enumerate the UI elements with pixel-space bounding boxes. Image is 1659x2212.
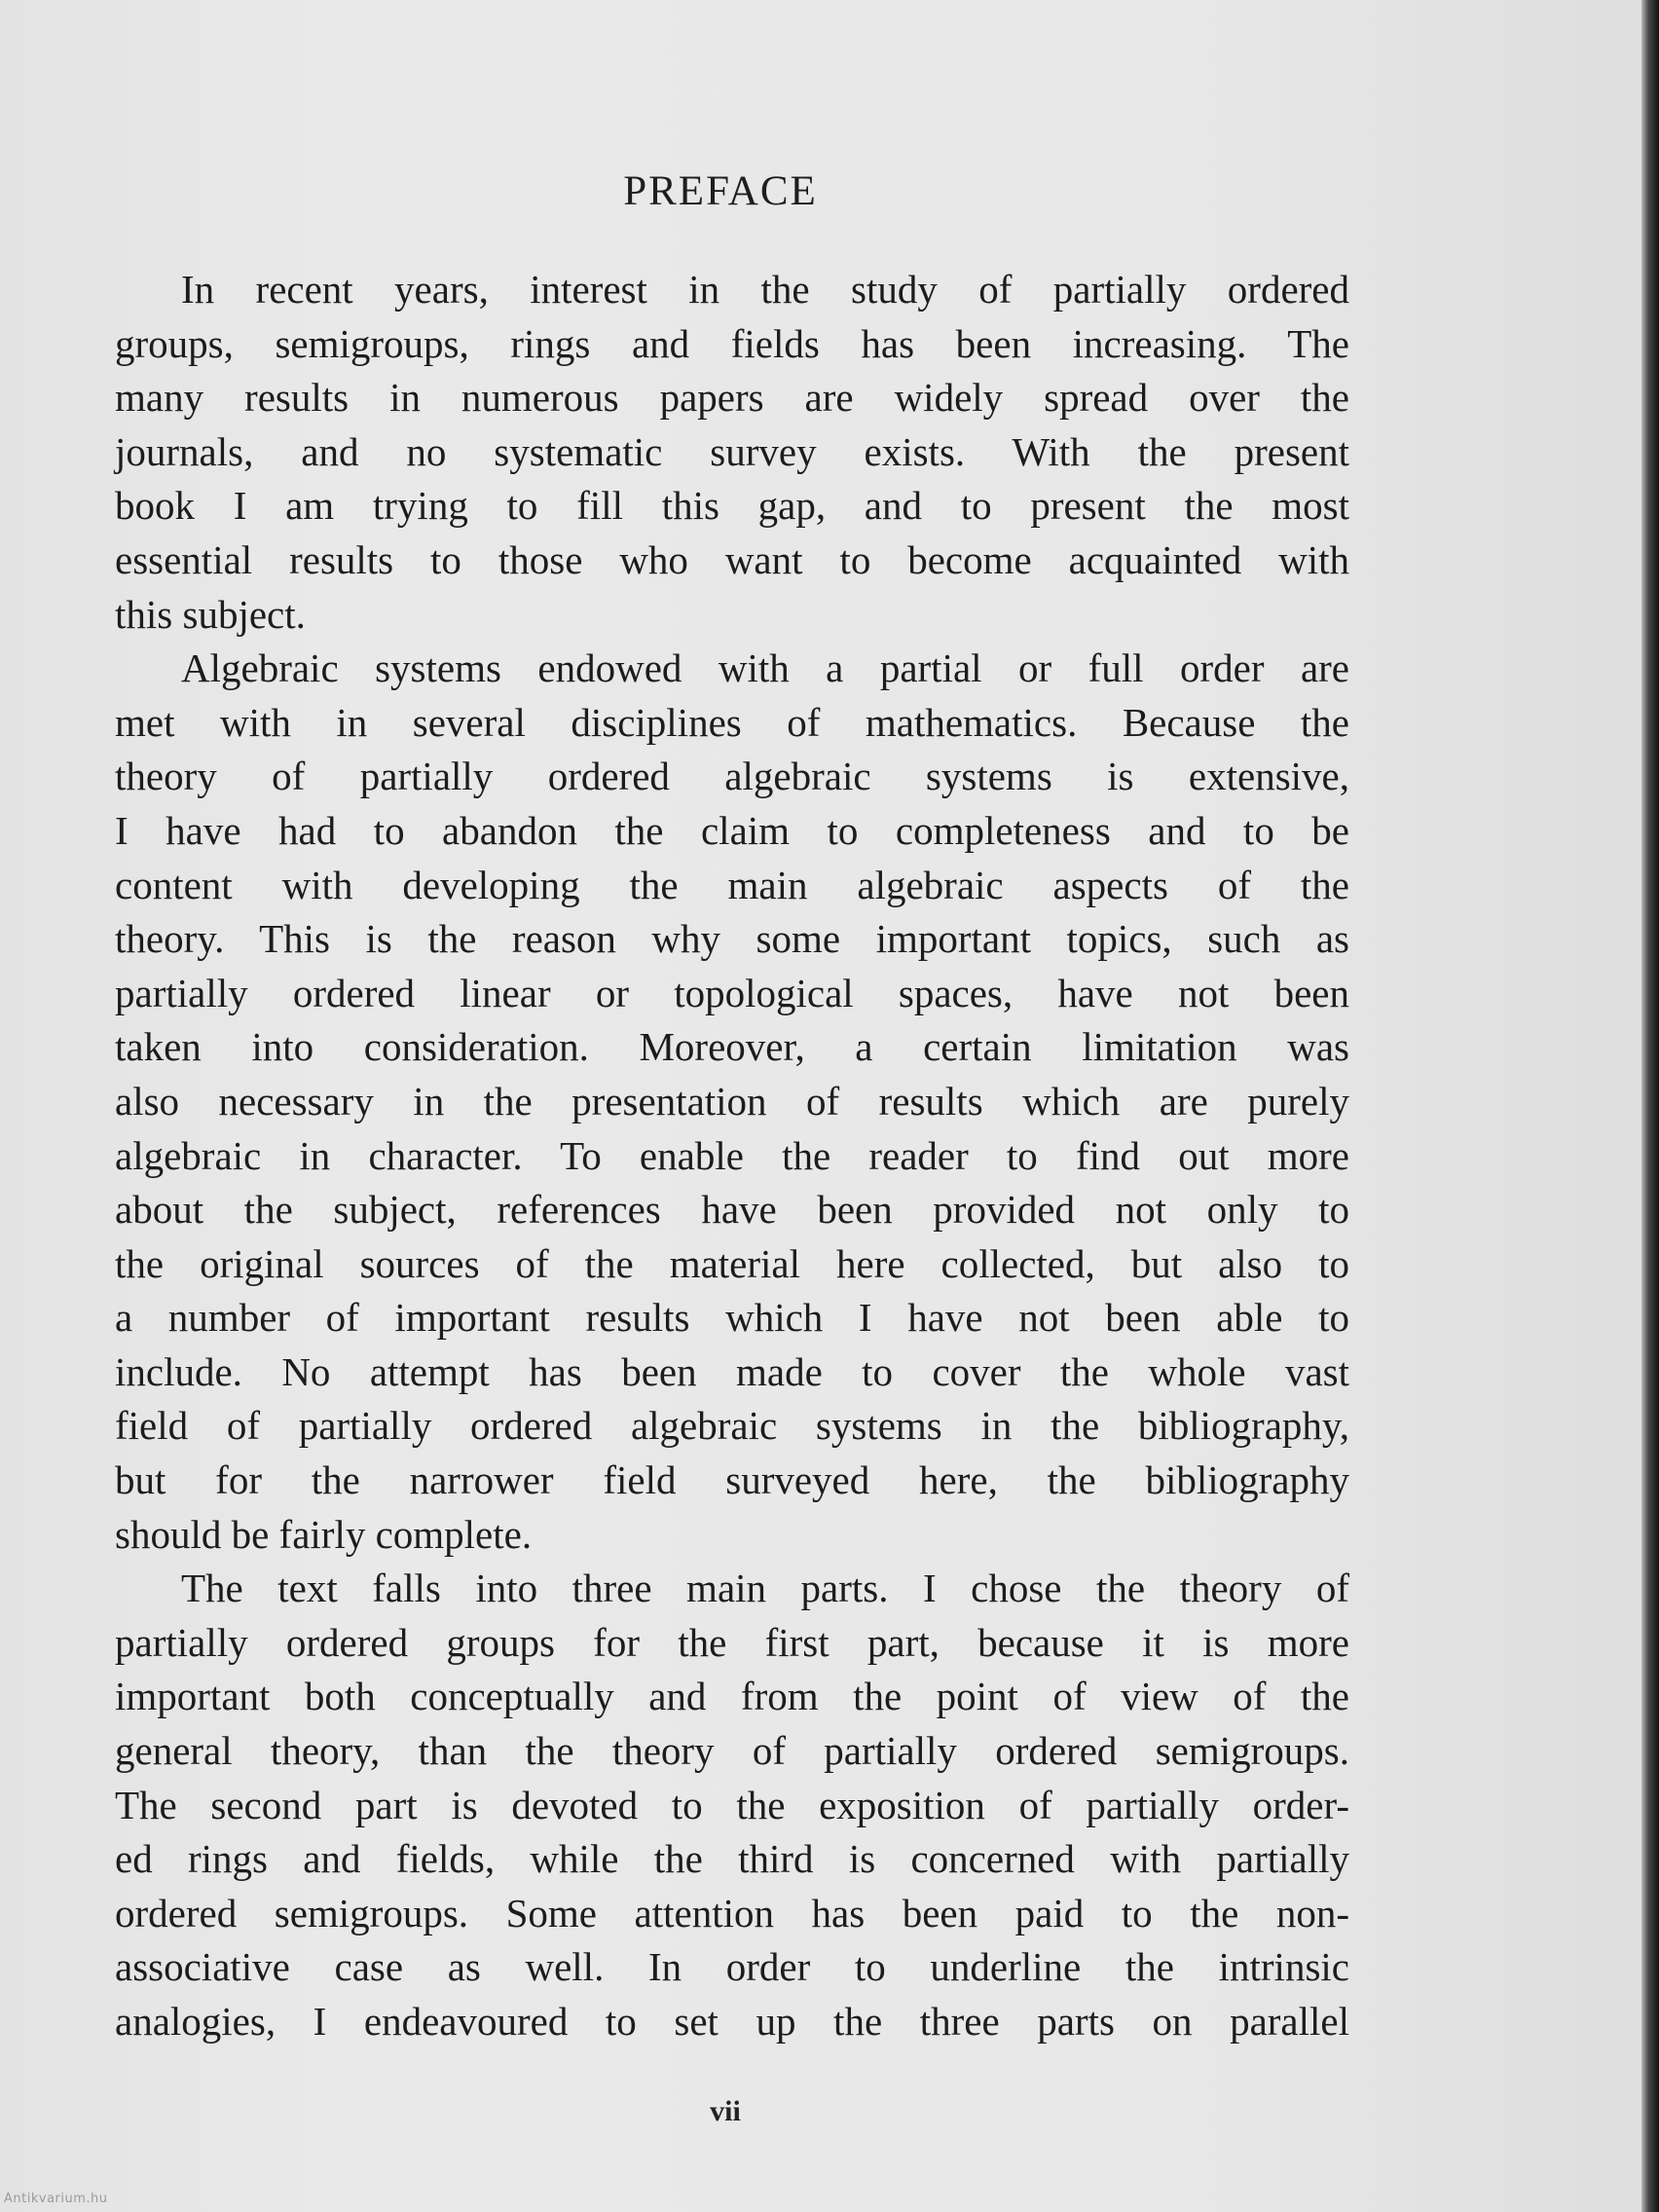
text-line: taken into consideration. Moreover, a certain limitation was: [115, 1024, 1349, 1070]
paragraph-1: [115, 263, 1349, 642]
text-line: theory of partially ordered algebraic systems is extensive,: [115, 754, 1349, 799]
text-line: In recent years, interest in the study of partially ordered: [181, 267, 1349, 312]
paragraph-3: [115, 1562, 1349, 2048]
page-number: vii: [710, 2095, 741, 2127]
text-line: partially ordered groups for the first part, because it is more: [115, 1619, 1349, 1665]
text-line: theory. This is the reason why some important topics, such as: [115, 916, 1349, 962]
text-line: associative case as well. In order to underline the intrinsic: [115, 1944, 1349, 1990]
text-line: The second part is devoted to the exposition of partially order-: [115, 1782, 1349, 1827]
text-line: partially ordered linear or topological spaces, have not been: [115, 970, 1349, 1015]
text-line: should be fairly complete.: [115, 1511, 533, 1557]
text-line: journals, and no systematic survey exists. With the present: [115, 428, 1349, 474]
text-line: include. No attempt has been made to cover the whole vast: [115, 1348, 1349, 1394]
text-line: important both conceptually and from the point of view of the: [115, 1674, 1349, 1719]
text-line: many results in numerous papers are widely spread over the: [115, 375, 1349, 421]
book-spine-shadow: [1641, 0, 1659, 2212]
text-line: Algebraic systems endowed with a partial or full order are: [181, 645, 1349, 691]
text-line: also necessary in the presentation of results which are purely: [115, 1078, 1349, 1124]
preface-body: [115, 263, 1349, 2049]
text-line: field of partially ordered algebraic systems in the bibliography,: [115, 1403, 1349, 1449]
paragraph-2: [115, 642, 1349, 1562]
text-line: about the subject, references have been provided not only to: [115, 1187, 1349, 1233]
text-line: but for the narrower field surveyed here, the bibliography: [115, 1457, 1349, 1503]
text-line: content with developing the main algebraic aspects of the: [115, 862, 1349, 907]
text-line: this subject.: [115, 591, 306, 637]
watermark: Antikvarium.hu: [4, 2192, 108, 2206]
text-line: the original sources of the material here collected, but also to: [115, 1240, 1349, 1286]
text-line: general theory, than the theory of partially ordered semigroups.: [115, 1728, 1349, 1774]
text-line: ordered semigroups. Some attention has been paid to the non-: [115, 1890, 1349, 1936]
text-line: analogies, I endeavoured to set up the three parts on parallel: [115, 1999, 1349, 2044]
text-line: essential results to those who want to become acquainted with: [115, 536, 1349, 582]
text-line: groups, semigroups, rings and fields has been increasing. The: [115, 320, 1349, 366]
text-line: met with in several disciplines of mathematics. Because the: [115, 699, 1349, 745]
page-title: PREFACE: [623, 168, 818, 214]
text-line: a number of important results which I have not been able to: [115, 1295, 1349, 1341]
text-line: book I am trying to fill this gap, and to present the most: [115, 483, 1349, 529]
text-line: I have had to abandon the claim to completeness and to be: [115, 807, 1349, 853]
text-line: algebraic in character. To enable the reader to find out more: [115, 1132, 1349, 1178]
text-line: The text falls into three main parts. I chose the theory of: [181, 1566, 1349, 1611]
text-line: ed rings and fields, while the third is concerned with partially: [115, 1836, 1349, 1882]
